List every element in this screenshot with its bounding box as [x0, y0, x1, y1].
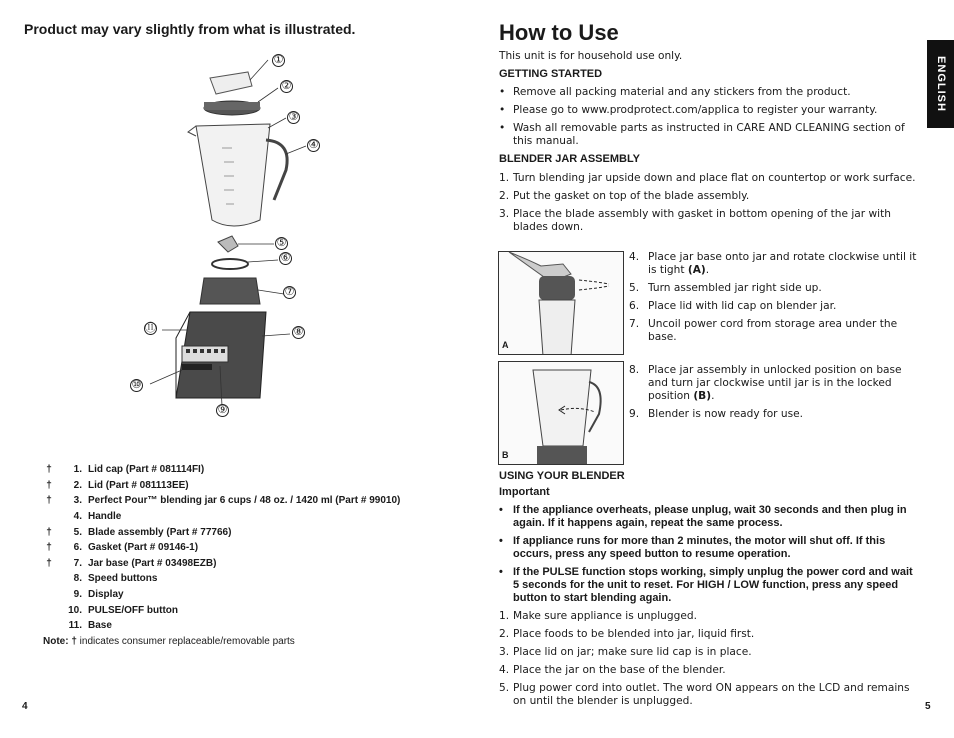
callout-6: ⑥: [280, 252, 291, 264]
part-row: 9. Display: [73, 589, 124, 601]
part-row: † 1. Lid cap (Part # 081114FI): [46, 464, 205, 476]
callout-4: ④: [308, 139, 319, 151]
callout-7: ⑦: [284, 286, 295, 298]
part-row: † 6. Gasket (Part # 09146-1): [46, 542, 199, 554]
list-item: • Wash all removable parts as instructed in CARE AND CLEANING section of this manual.: [499, 122, 905, 147]
list-item: 7. Uncoil power cord from storage area under the base.: [629, 318, 898, 343]
jar-on-base-illustration: [499, 362, 624, 465]
callout-8: ⑧: [293, 326, 304, 338]
parts-list: [40, 462, 400, 634]
callout-11: ⑪: [145, 322, 156, 334]
list-item: • Please go to www.prodprotect.com/applica to register your warranty.: [499, 104, 878, 116]
list-item: 5. Turn assembled jar right side up.: [629, 282, 822, 294]
page-number-right: 5: [925, 701, 931, 712]
using-heading: USING YOUR BLENDER: [499, 470, 625, 482]
intro-block: [499, 50, 919, 234]
jar-base-attach-illustration: [499, 252, 624, 355]
list-item: 6. Place lid with lid cap on blender jar.: [629, 300, 837, 312]
callout-1: ①: [273, 54, 284, 66]
language-tab: [927, 40, 954, 128]
page-title: How to Use: [499, 20, 619, 45]
warning-item: • If the PULSE function stops working, simply unplug the power cord and wait 5 seconds for the unit to reset. For HIGH / LOW function, press any speed button to start blending again.: [499, 566, 913, 604]
part-row: † 2. Lid (Part # 081113EE): [46, 479, 189, 491]
steps-b-block: [629, 364, 917, 421]
intro-text: This unit is for household use only.: [499, 50, 683, 62]
part-row: 8. Speed buttons: [73, 573, 158, 585]
figure-b-image: [498, 361, 624, 465]
callout-3: ③: [288, 111, 299, 123]
part-row: † 3. Perfect Pour™ blending jar 6 cups / 48 oz. / 1420 ml (Part # 99010): [46, 495, 401, 507]
list-item: 1. Turn blending jar upside down and place flat on countertop or work surface.: [499, 172, 916, 184]
callout-2: ②: [281, 80, 292, 92]
left-page-heading: Product may vary slightly from what is illustrated.: [24, 21, 356, 37]
part-row: † 7. Jar base (Part # 03498EZB): [46, 557, 217, 569]
list-item: 4. Place jar base onto jar and rotate clockwise until it is tight (A).: [629, 251, 917, 276]
figure-a-label: A: [502, 340, 509, 350]
warning-item: • If the appliance overheats, please unplug, wait 30 seconds and then plug in again. If it happens again, repeat the same process.: [499, 504, 907, 529]
list-item: 2. Put the gasket on top of the blade assembly.: [499, 190, 750, 202]
blender-illustration: [120, 50, 340, 430]
callout-10: ⑩: [131, 379, 142, 391]
part-row: 10. PULSE/OFF button: [68, 604, 178, 616]
getting-started-heading: GETTING STARTED: [499, 68, 603, 80]
list-item: 8. Place jar assembly in unlocked position on base and turn jar clockwise until jar is in the locked position (B).: [629, 364, 902, 402]
list-item: 5. Plug power cord into outlet. The word ON appears on the LCD and remains on until the blender is unplugged.: [499, 682, 910, 707]
list-item: 4. Place the jar on the base of the blender.: [499, 664, 726, 676]
blender-exploded-diagram: [120, 50, 340, 430]
part-row: † 5. Blade assembly (Part # 77766): [46, 526, 232, 538]
language-tab-label: ENGLISH: [934, 56, 947, 112]
steps-a-block: [629, 251, 917, 344]
callout-9: ⑨: [217, 404, 228, 416]
list-item: • Remove all packing material and any stickers from the product.: [499, 86, 851, 98]
warning-item: • If appliance runs for more than 2 minutes, the motor will shut off. If this occurs, press any speed button to resume operation.: [499, 535, 886, 560]
list-item: 9. Blender is now ready for use.: [629, 408, 804, 420]
replaceable-parts-note: Note: † indicates consumer replaceable/removable parts: [43, 636, 295, 647]
page-number-left: 4: [22, 701, 28, 712]
using-block: [499, 470, 919, 708]
figure-a-image: [498, 251, 624, 355]
list-item: 3. Place the blade assembly with gasket in bottom opening of the jar with blades down.: [499, 208, 891, 233]
list-item: 1. Make sure appliance is unplugged.: [499, 610, 697, 622]
list-item: 2. Place foods to be blended into jar, liquid first.: [499, 628, 755, 640]
list-item: 3. Place lid on jar; make sure lid cap is in place.: [499, 646, 752, 658]
figure-b-label: B: [502, 450, 509, 460]
part-row: 4. Handle: [73, 511, 122, 523]
jar-assembly-heading: BLENDER JAR ASSEMBLY: [499, 153, 640, 165]
important-heading: Important: [499, 486, 550, 498]
part-row: 11. Base: [68, 620, 112, 632]
callout-5: ⑤: [276, 237, 287, 249]
